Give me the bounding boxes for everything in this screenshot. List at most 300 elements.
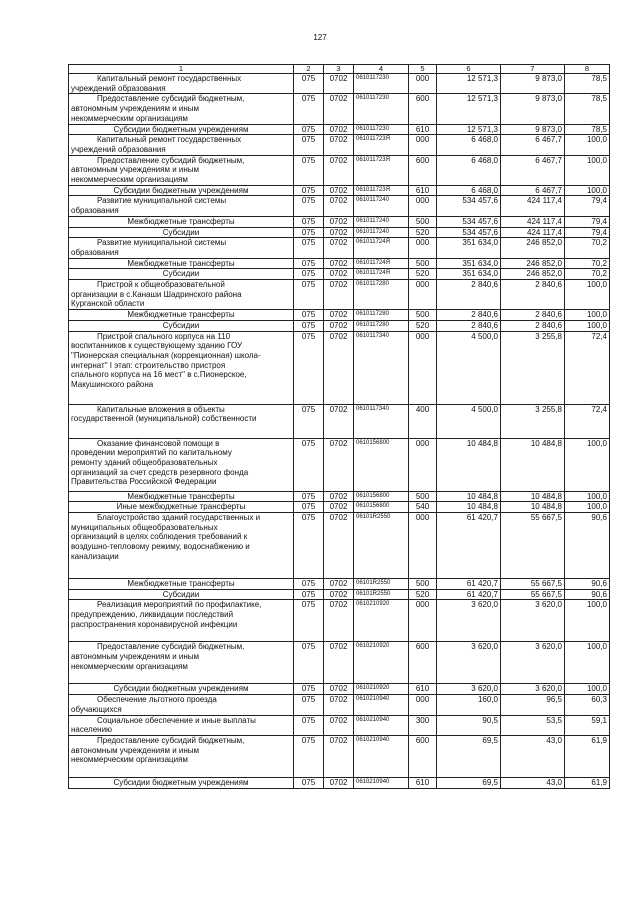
table-row [69, 502, 610, 513]
target-code: 06101R2550 [354, 512, 409, 578]
expense-type-code: 600 [409, 642, 437, 684]
planned-amount: 2 840,6 [437, 310, 501, 321]
section-code: 0702 [324, 216, 354, 227]
expense-type-code: 520 [409, 589, 437, 600]
target-code: 0610210940 [354, 695, 409, 715]
execution-percent: 78,5 [565, 94, 610, 124]
planned-amount: 12 571,3 [437, 124, 501, 135]
row-name-line: Межбюджетные трансферты [127, 491, 235, 501]
execution-percent: 100,0 [565, 320, 610, 331]
expense-type-code: 610 [409, 777, 437, 788]
target-code: 0610210940 [354, 777, 409, 788]
actual-amount: 55 667,5 [501, 512, 565, 578]
budget-table [68, 64, 610, 789]
expense-type-code: 000 [409, 74, 437, 94]
admin-code: 075 [294, 438, 324, 491]
section-code: 0702 [324, 715, 354, 735]
row-name [69, 320, 294, 331]
row-name-line: образования [71, 247, 119, 257]
table-header-row [69, 65, 610, 74]
expense-type-code: 600 [409, 735, 437, 777]
row-name [69, 135, 294, 155]
column-header: 8 [565, 65, 610, 74]
row-name-line: Иные межбюджетные трансферты [116, 502, 246, 512]
execution-percent: 100,0 [565, 135, 610, 155]
row-name-line: Развитие муниципальной системы [97, 238, 227, 248]
section-code: 0702 [324, 94, 354, 124]
section-code: 0702 [324, 185, 354, 196]
table-row [69, 238, 610, 258]
row-name-line: Реализация мероприятий по профилактике, [97, 600, 262, 610]
actual-amount: 9 873,0 [501, 124, 565, 135]
row-name [69, 331, 294, 404]
execution-percent: 90,6 [565, 578, 610, 589]
admin-code: 075 [294, 269, 324, 280]
row-name [69, 74, 294, 94]
planned-amount: 2 840,6 [437, 320, 501, 331]
actual-amount: 10 484,8 [501, 438, 565, 491]
section-code: 0702 [324, 735, 354, 777]
row-name-line: интернат" I этап: строительство пристроя [71, 360, 226, 370]
row-name [69, 684, 294, 695]
actual-amount: 3 620,0 [501, 684, 565, 695]
row-name-line: Оказание финансовой помощи в [97, 438, 220, 448]
target-code: 0610117240 [354, 216, 409, 227]
section-code: 0702 [324, 124, 354, 135]
row-name [69, 185, 294, 196]
row-name-line: предупреждению, ликвидации последствий [71, 610, 234, 620]
section-code: 0702 [324, 74, 354, 94]
row-name [69, 196, 294, 216]
planned-amount: 351 634,0 [437, 258, 501, 269]
admin-code: 075 [294, 331, 324, 404]
row-name-line: Правительства Российской Федерации [71, 477, 217, 487]
admin-code: 075 [294, 94, 324, 124]
actual-amount: 43,0 [501, 777, 565, 788]
execution-percent: 79,4 [565, 216, 610, 227]
admin-code: 075 [294, 135, 324, 155]
row-name [69, 124, 294, 135]
target-code: 06101R2550 [354, 589, 409, 600]
actual-amount: 9 873,0 [501, 74, 565, 94]
table-row [69, 124, 610, 135]
actual-amount: 246 852,0 [501, 269, 565, 280]
actual-amount: 246 852,0 [501, 238, 565, 258]
admin-code: 075 [294, 124, 324, 135]
row-name-line: Межбюджетные трансферты [127, 216, 235, 226]
section-code: 0702 [324, 320, 354, 331]
row-name-line: Пристрой к общеобразовательной [97, 280, 225, 290]
actual-amount: 3 255,8 [501, 331, 565, 404]
table-row [69, 135, 610, 155]
row-name-line: обучающихся [71, 704, 122, 714]
actual-amount: 9 873,0 [501, 94, 565, 124]
row-name-line: автономным учреждениям и иным [71, 104, 200, 114]
admin-code: 075 [294, 684, 324, 695]
expense-type-code: 610 [409, 684, 437, 695]
admin-code: 075 [294, 600, 324, 642]
admin-code: 075 [294, 578, 324, 589]
admin-code: 075 [294, 280, 324, 310]
table-row [69, 695, 610, 715]
row-name-line: населению [71, 725, 113, 735]
row-name [69, 310, 294, 321]
table-row [69, 216, 610, 227]
target-code: 0610210940 [354, 715, 409, 735]
row-name [69, 642, 294, 684]
row-name [69, 600, 294, 642]
row-name [69, 438, 294, 491]
table-row [69, 512, 610, 578]
expense-type-code: 500 [409, 216, 437, 227]
row-name-line: ремонту зданий общеобразовательных [71, 457, 218, 467]
row-name-line: некоммерческим организациям [71, 175, 188, 185]
actual-amount: 10 484,8 [501, 502, 565, 513]
target-code: 0610117240 [354, 196, 409, 216]
table-row [69, 320, 610, 331]
table-row [69, 280, 610, 310]
table-row [69, 491, 610, 502]
actual-amount: 246 852,0 [501, 258, 565, 269]
execution-percent: 72,4 [565, 331, 610, 404]
section-code: 0702 [324, 684, 354, 695]
table-row [69, 258, 610, 269]
column-header: 7 [501, 65, 565, 74]
row-name-line: Субсидии [162, 589, 200, 599]
planned-amount: 534 457,6 [437, 227, 501, 238]
planned-amount: 69,5 [437, 735, 501, 777]
planned-amount: 10 484,8 [437, 502, 501, 513]
row-name [69, 735, 294, 777]
target-code: 0610117230 [354, 94, 409, 124]
execution-percent: 61,9 [565, 777, 610, 788]
section-code: 0702 [324, 600, 354, 642]
row-name-line: Капитальные вложения в объекты [97, 404, 225, 414]
row-name [69, 238, 294, 258]
table-row [69, 777, 610, 788]
planned-amount: 10 484,8 [437, 438, 501, 491]
row-name-line: муниципальных общеобразовательных [71, 522, 218, 532]
target-code: 06101R2550 [354, 578, 409, 589]
table-row [69, 155, 610, 185]
table-row [69, 196, 610, 216]
row-name [69, 589, 294, 600]
target-code: 061011724Я [354, 258, 409, 269]
row-name-line: Обеспечение льготного проезда [97, 695, 217, 705]
planned-amount: 12 571,3 [437, 74, 501, 94]
target-code: 0610117280 [354, 310, 409, 321]
row-name [69, 94, 294, 124]
row-name-line: учреждений образования [71, 83, 166, 93]
admin-code: 075 [294, 502, 324, 513]
target-code: 0610210920 [354, 684, 409, 695]
admin-code: 075 [294, 512, 324, 578]
admin-code: 075 [294, 216, 324, 227]
execution-percent: 100,0 [565, 310, 610, 321]
row-name-line: воздушно-тепловому режиму, водоснабжению и [71, 542, 250, 552]
row-name [69, 216, 294, 227]
execution-percent: 61,9 [565, 735, 610, 777]
expense-type-code: 400 [409, 404, 437, 438]
admin-code: 075 [294, 735, 324, 777]
row-name-line: канализации [71, 551, 119, 561]
planned-amount: 6 468,0 [437, 155, 501, 185]
admin-code: 075 [294, 74, 324, 94]
planned-amount: 6 468,0 [437, 135, 501, 155]
expense-type-code: 000 [409, 135, 437, 155]
target-code: 0610117280 [354, 320, 409, 331]
table-row [69, 269, 610, 280]
planned-amount: 4 500,0 [437, 331, 501, 404]
table-row [69, 589, 610, 600]
actual-amount: 424 117,4 [501, 196, 565, 216]
execution-percent: 60,3 [565, 695, 610, 715]
table-row [69, 331, 610, 404]
target-code: 0610156800 [354, 502, 409, 513]
expense-type-code: 520 [409, 320, 437, 331]
expense-type-code: 600 [409, 155, 437, 185]
row-name [69, 280, 294, 310]
actual-amount: 3 255,8 [501, 404, 565, 438]
row-name-line: Курганской области [71, 299, 145, 309]
row-name-line: Субсидии [162, 320, 200, 330]
page-number: 127 [313, 33, 327, 42]
row-name [69, 269, 294, 280]
section-code: 0702 [324, 438, 354, 491]
section-code: 0702 [324, 589, 354, 600]
row-name-line: Субсидии бюджетным учреждениям [113, 777, 249, 787]
table-row [69, 227, 610, 238]
expense-type-code: 610 [409, 124, 437, 135]
execution-percent: 100,0 [565, 684, 610, 695]
target-code: 0610117340 [354, 331, 409, 404]
section-code: 0702 [324, 269, 354, 280]
section-code: 0702 [324, 331, 354, 404]
execution-percent: 100,0 [565, 491, 610, 502]
row-name-line: Развитие муниципальной системы [97, 196, 227, 206]
section-code: 0702 [324, 642, 354, 684]
actual-amount: 43,0 [501, 735, 565, 777]
column-header: 4 [354, 65, 409, 74]
execution-percent: 70,2 [565, 258, 610, 269]
row-name-line: учреждений образования [71, 144, 166, 154]
expense-type-code: 520 [409, 269, 437, 280]
execution-percent: 70,2 [565, 238, 610, 258]
row-name-line: Субсидии [162, 269, 200, 279]
target-code: 061011723Я [354, 185, 409, 196]
expense-type-code: 000 [409, 695, 437, 715]
row-name-line: организации в с.Канаши Шадринского района [71, 289, 242, 299]
row-name [69, 715, 294, 735]
column-header: 2 [294, 65, 324, 74]
row-name-line: некоммерческим организациям [71, 113, 188, 123]
column-header: 3 [324, 65, 354, 74]
row-name-line: некоммерческим организациям [71, 661, 188, 671]
target-code: 0610117230 [354, 74, 409, 94]
section-code: 0702 [324, 280, 354, 310]
expense-type-code: 500 [409, 578, 437, 589]
section-code: 0702 [324, 502, 354, 513]
row-name [69, 155, 294, 185]
execution-percent: 100,0 [565, 600, 610, 642]
admin-code: 075 [294, 642, 324, 684]
actual-amount: 10 484,8 [501, 491, 565, 502]
table-row [69, 404, 610, 438]
section-code: 0702 [324, 512, 354, 578]
planned-amount: 61 420,7 [437, 589, 501, 600]
planned-amount: 534 457,6 [437, 196, 501, 216]
row-name [69, 578, 294, 589]
actual-amount: 2 840,6 [501, 320, 565, 331]
table-row [69, 74, 610, 94]
admin-code: 075 [294, 196, 324, 216]
row-name-line: проведении мероприятий по капитальному [71, 448, 232, 458]
expense-type-code: 600 [409, 94, 437, 124]
actual-amount: 6 467,7 [501, 135, 565, 155]
execution-percent: 78,5 [565, 124, 610, 135]
planned-amount: 6 468,0 [437, 185, 501, 196]
section-code: 0702 [324, 258, 354, 269]
execution-percent: 79,4 [565, 196, 610, 216]
row-name [69, 777, 294, 788]
table-row [69, 94, 610, 124]
actual-amount: 2 840,6 [501, 310, 565, 321]
planned-amount: 3 620,0 [437, 600, 501, 642]
actual-amount: 6 467,7 [501, 155, 565, 185]
expense-type-code: 500 [409, 491, 437, 502]
column-header: 1 [69, 65, 294, 74]
target-code: 061011724Я [354, 238, 409, 258]
planned-amount: 61 420,7 [437, 578, 501, 589]
expense-type-code: 000 [409, 238, 437, 258]
admin-code: 075 [294, 258, 324, 269]
row-name-line: спального корпуса на 16 мест" в с.Пионерское, [71, 370, 247, 380]
row-name-line: Субсидии бюджетным учреждениям [113, 124, 249, 134]
admin-code: 075 [294, 310, 324, 321]
planned-amount: 3 620,0 [437, 642, 501, 684]
target-code: 0610210920 [354, 600, 409, 642]
row-name-line: образования [71, 206, 119, 216]
section-code: 0702 [324, 227, 354, 238]
admin-code: 075 [294, 715, 324, 735]
column-header: 6 [437, 65, 501, 74]
row-name-line: Благоустройство зданий государственных и [97, 512, 261, 522]
actual-amount: 53,5 [501, 715, 565, 735]
expense-type-code: 000 [409, 196, 437, 216]
table-row [69, 642, 610, 684]
actual-amount: 2 840,6 [501, 280, 565, 310]
expense-type-code: 000 [409, 600, 437, 642]
row-name [69, 404, 294, 438]
target-code: 0610210920 [354, 642, 409, 684]
execution-percent: 78,5 [565, 74, 610, 94]
execution-percent: 79,4 [565, 227, 610, 238]
section-code: 0702 [324, 310, 354, 321]
admin-code: 075 [294, 227, 324, 238]
expense-type-code: 540 [409, 502, 437, 513]
section-code: 0702 [324, 196, 354, 216]
row-name-line: воспитанников к существующему зданию ГОУ [71, 341, 243, 351]
row-name-line: Социальное обеспечение и иные выплаты [97, 715, 256, 725]
execution-percent: 70,2 [565, 269, 610, 280]
table-row [69, 735, 610, 777]
execution-percent: 72,4 [565, 404, 610, 438]
table-row [69, 684, 610, 695]
section-code: 0702 [324, 578, 354, 589]
planned-amount: 10 484,8 [437, 491, 501, 502]
row-name-line: государственной (муниципальной) собственности [71, 414, 257, 424]
admin-code: 075 [294, 155, 324, 185]
row-name-line: организаций в целях соблюдения требований к [71, 532, 248, 542]
execution-percent: 59,1 [565, 715, 610, 735]
row-name-line: Предоставление субсидий бюджетным, [97, 155, 245, 165]
planned-amount: 160,0 [437, 695, 501, 715]
expense-type-code: 500 [409, 310, 437, 321]
table-row [69, 185, 610, 196]
target-code: 061011723Я [354, 135, 409, 155]
target-code: 0610156800 [354, 491, 409, 502]
table-row [69, 578, 610, 589]
row-name-line: Капитальный ремонт государственных [97, 135, 242, 145]
row-name [69, 502, 294, 513]
row-name-line: Субсидии бюджетным учреждениям [113, 684, 249, 694]
section-code: 0702 [324, 491, 354, 502]
target-code: 0610117340 [354, 404, 409, 438]
execution-percent: 100,0 [565, 155, 610, 185]
table-row [69, 310, 610, 321]
row-name-line: некоммерческим организациям [71, 755, 188, 765]
section-code: 0702 [324, 155, 354, 185]
planned-amount: 351 634,0 [437, 238, 501, 258]
row-name-line: организаций за счет средств резервного фонда [71, 467, 249, 477]
table-row [69, 600, 610, 642]
expense-type-code: 000 [409, 280, 437, 310]
expense-type-code: 300 [409, 715, 437, 735]
expense-type-code: 000 [409, 512, 437, 578]
row-name-line: Межбюджетные трансферты [127, 258, 235, 268]
column-header: 5 [409, 65, 437, 74]
expense-type-code: 610 [409, 185, 437, 196]
execution-percent: 100,0 [565, 185, 610, 196]
target-code: 061011724Я [354, 269, 409, 280]
admin-code: 075 [294, 695, 324, 715]
admin-code: 075 [294, 185, 324, 196]
row-name-line: Капитальный ремонт государственных [97, 74, 242, 83]
actual-amount: 96,5 [501, 695, 565, 715]
expense-type-code: 500 [409, 258, 437, 269]
row-name-line: "Пионерская специальная (коррекционная) школа- [71, 350, 261, 360]
row-name-line: Межбюджетные трансферты [127, 578, 235, 588]
row-name-line: Макушинского района [71, 380, 154, 390]
execution-percent: 90,6 [565, 589, 610, 600]
execution-percent: 90,6 [565, 512, 610, 578]
target-code: 0610117230 [354, 124, 409, 135]
target-code: 0610210940 [354, 735, 409, 777]
actual-amount: 3 620,0 [501, 642, 565, 684]
row-name [69, 695, 294, 715]
planned-amount: 351 634,0 [437, 269, 501, 280]
planned-amount: 2 840,6 [437, 280, 501, 310]
admin-code: 075 [294, 404, 324, 438]
execution-percent: 100,0 [565, 502, 610, 513]
section-code: 0702 [324, 777, 354, 788]
target-code: 061011723Я [354, 155, 409, 185]
row-name [69, 512, 294, 578]
row-name-line: Предоставление субсидий бюджетным, [97, 94, 245, 104]
execution-percent: 100,0 [565, 280, 610, 310]
row-name-line: автономным учреждениям и иным [71, 652, 200, 662]
row-name [69, 258, 294, 269]
